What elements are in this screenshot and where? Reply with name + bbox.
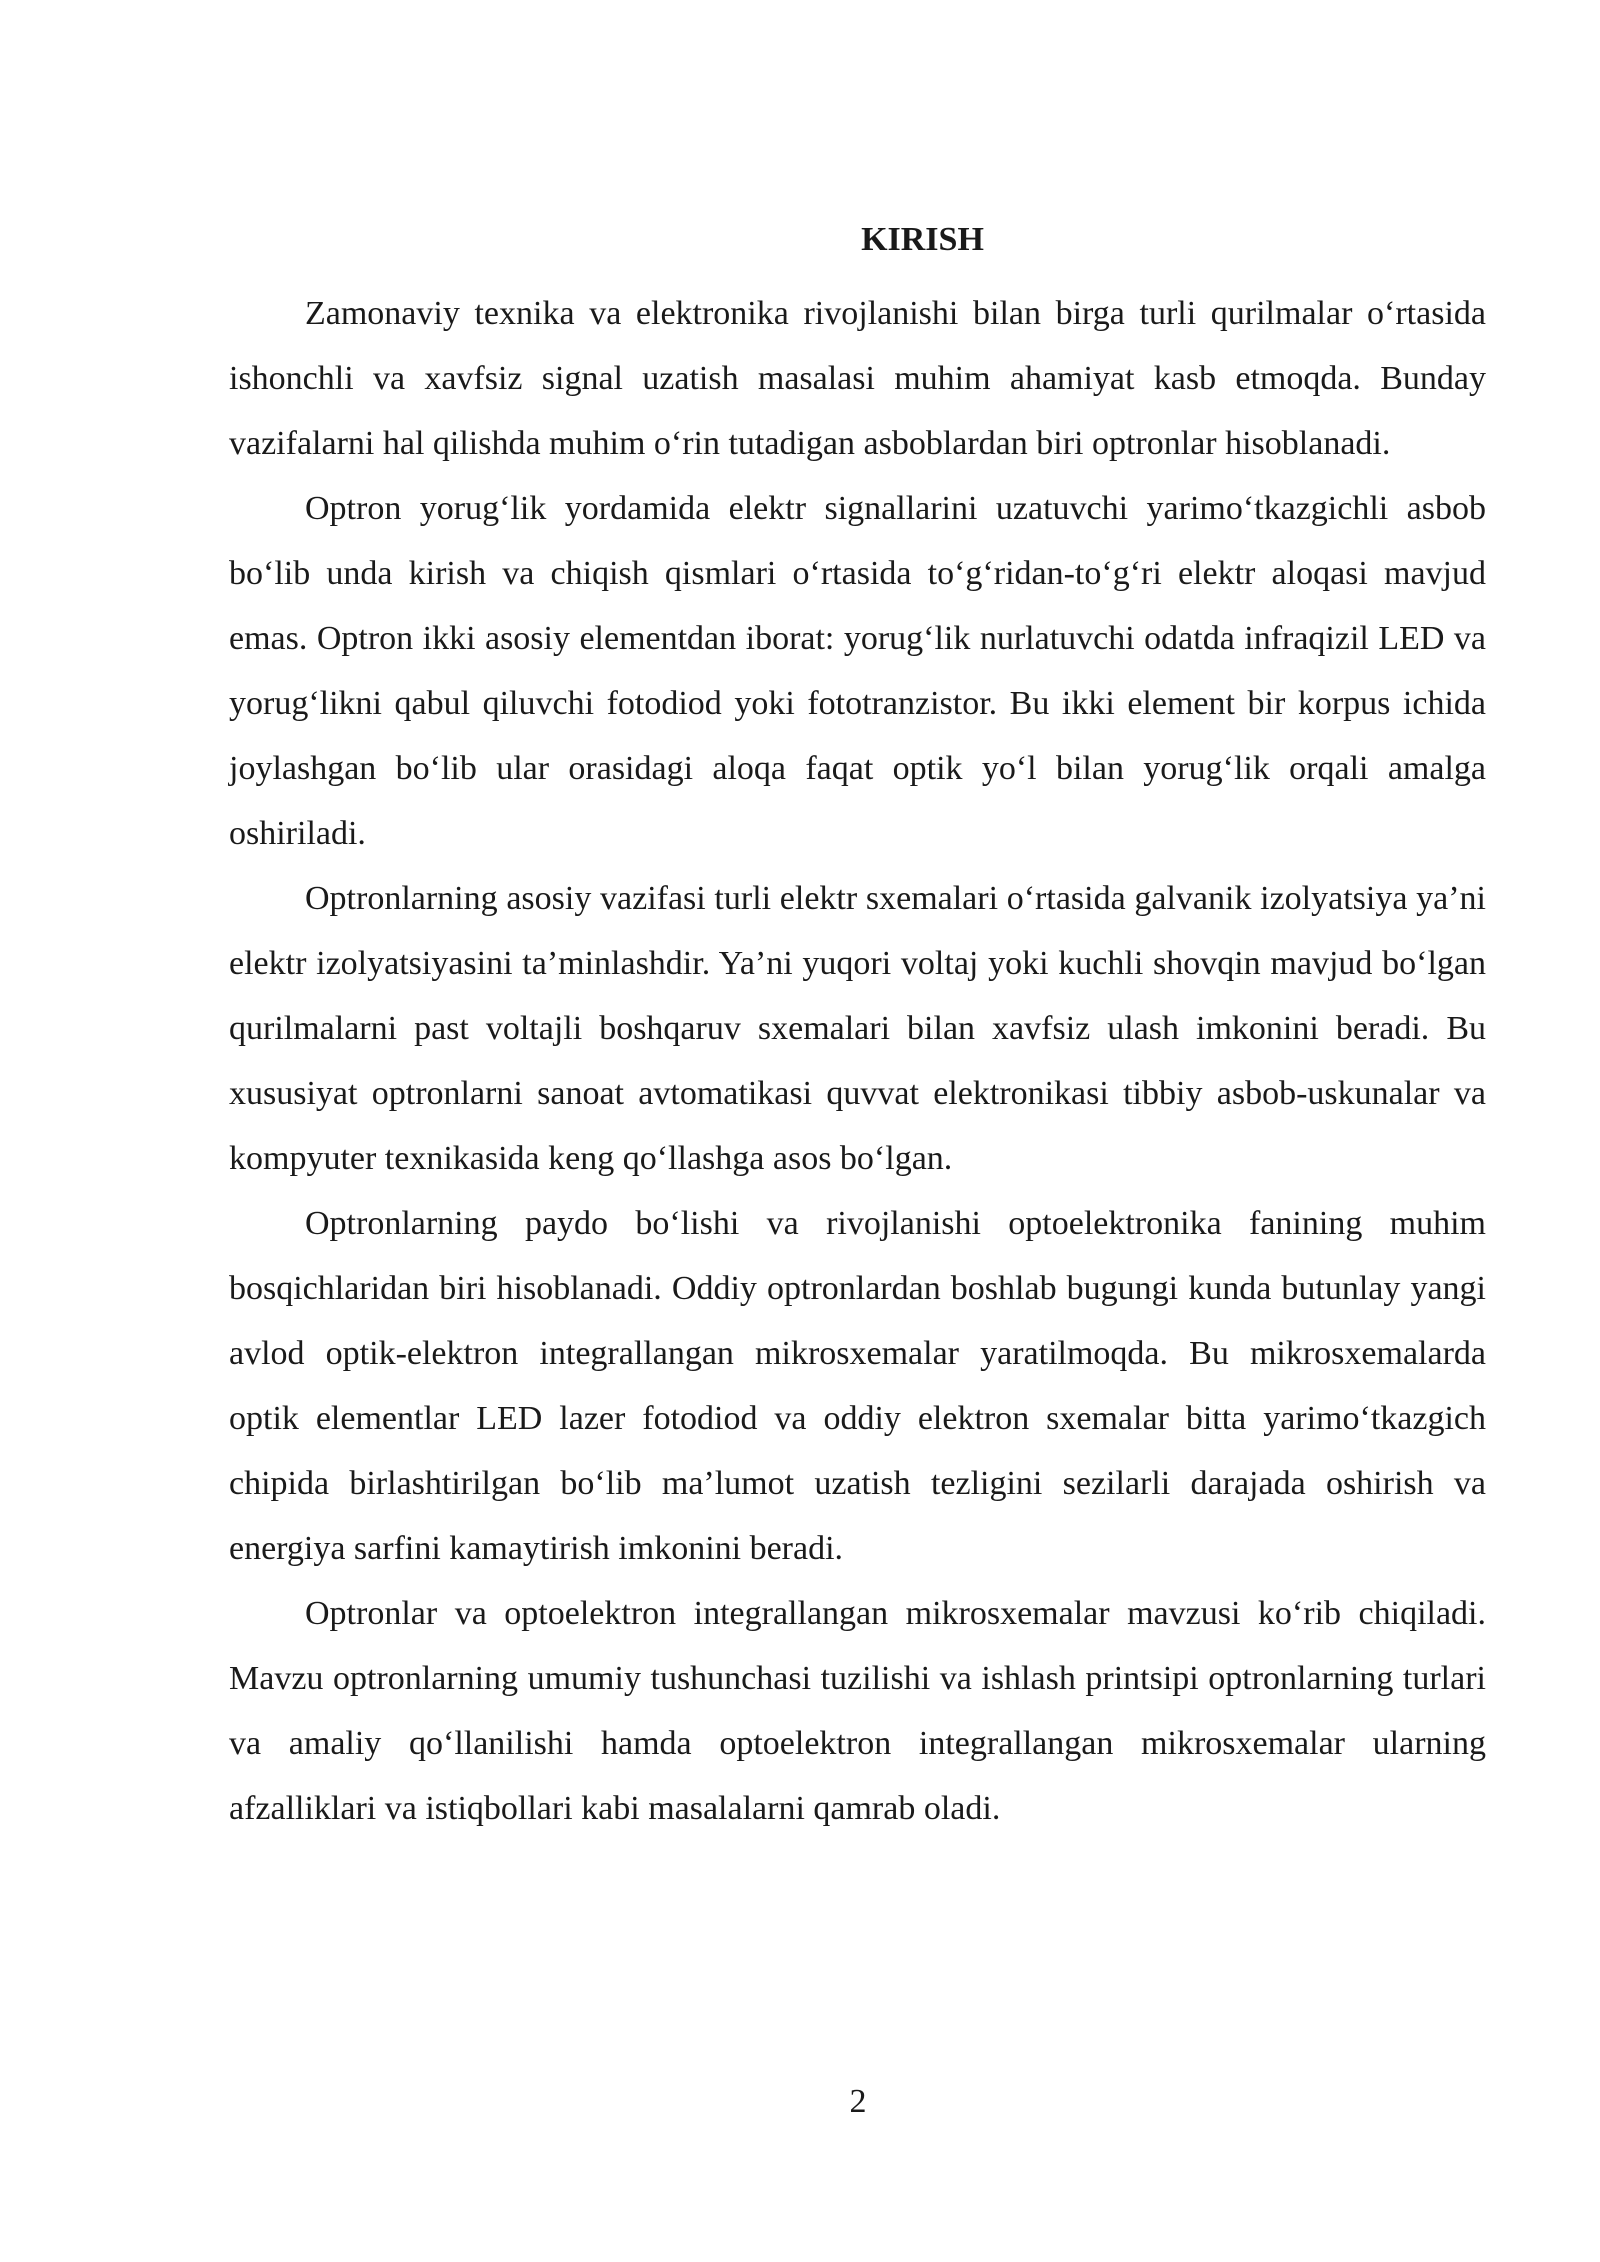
paragraph-2: Optron yorugʻlik yordamida elektr signallarini uzatuvchi yarimoʻtkazgichli asbob boʻlib unda kirish va chiqish qismlari oʻrtasida toʻgʻridan-toʻgʻri elektr aloqasi mavjud emas. Optron ikki asosiy elementdan iborat: yorugʻlik nurlatuvchi odatda infraqizil LED va yorugʻlikni qabul qiluvchi fotodiod yoki fototranzistor. Bu ikki element bir korpus ichida joylashgan boʻlib ular orasidagi aloqa faqat optik yoʻl bilan yorugʻlik orqali amalga oshiriladi.: [229, 490, 1486, 852]
paragraph-5: Optronlar va optoelektron integrallangan mikrosxemalar mavzusi koʻrib chiqiladi. Mavzu optronlarning umumiy tushunchasi tuzilishi va ishlash printsipi optronlarning turlari va amaliy qoʻllanilishi hamda optoelektron integrallangan mikrosxemalar ularning afzalliklari va istiqbollari kabi masalalarni qamrab oladi.: [229, 1595, 1486, 1827]
page-number: 2: [849, 2083, 867, 2120]
paragraph-1: Zamonaviy texnika va elektronika rivojlanishi bilan birga turli qurilmalar oʻrtasida ishonchli va xavfsiz signal uzatish masalasi muhim ahamiyat kasb etmoqda. Bunday vazifalarni hal qilishda muhim oʻrin tutadigan asboblardan biri optronlar hisoblanadi.: [229, 295, 1486, 462]
page-content: [229, 216, 1486, 1841]
paragraph-3: Optronlarning asosiy vazifasi turli elektr sxemalari oʻrtasida galvanik izolyatsiya ya’ni elektr izolyatsiyasini ta’minlashdir. Ya’ni yuqori voltaj yoki kuchli shovqin mavjud boʻlgan qurilmalarni past voltajli boshqaruv sxemalari bilan xavfsiz ulash imkonini beradi. Bu xususiyat optronlarni sanoat avtomatikasi quvvat elektronikasi tibbiy asbob-uskunalar va kompyuter texnikasida keng qoʻllashga asos boʻlgan.: [229, 880, 1486, 1177]
paragraph-4: Optronlarning paydo boʻlishi va rivojlanishi optoelektronika fanining muhim bosqichlaridan biri hisoblanadi. Oddiy optronlardan boshlab bugungi kunda butunlay yangi avlod optik-elektron integrallangan mikrosxemalar yaratilmoqda. Bu mikrosxemalarda optik elementlar LED lazer fotodiod va oddiy elektron sxemalar bitta yarimoʻtkazgich chipida birlashtirilgan boʻlib ma’lumot uzatish tezligini sezilarli darajada oshirish va energiya sarfini kamaytirish imkonini beradi.: [229, 1205, 1486, 1567]
section-title: KIRISH: [861, 221, 984, 258]
